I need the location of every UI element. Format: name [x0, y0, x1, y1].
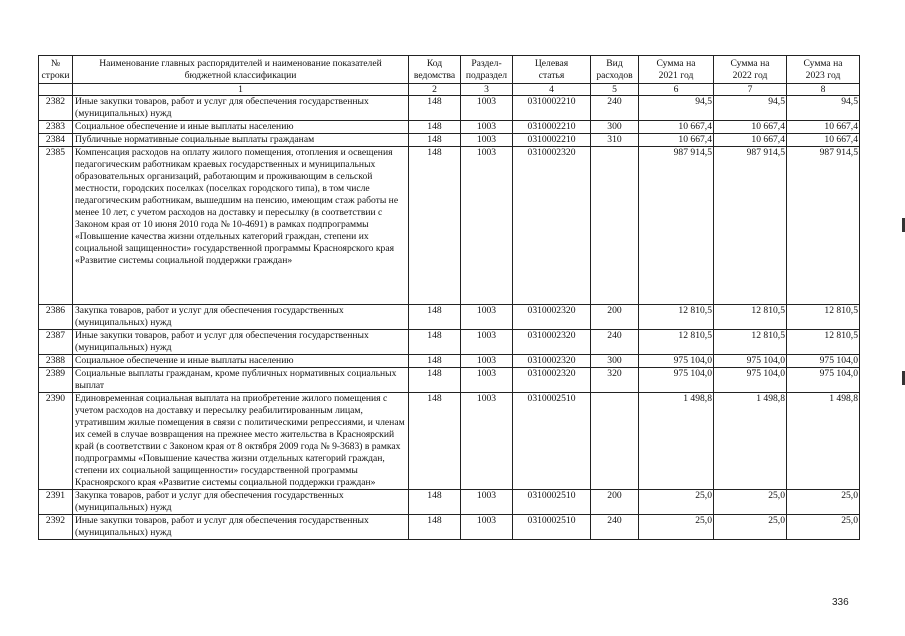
row-expense-type: 200 — [591, 305, 639, 330]
table-row — [39, 134, 860, 147]
row-number: 2382 — [39, 96, 73, 121]
table-row — [39, 515, 860, 540]
table-row — [39, 355, 860, 368]
row-name: Закупка товаров, работ и услуг для обеспечения государственных (муниципальных) нужд — [73, 305, 409, 330]
row-sum-2023: 94,5 — [787, 96, 860, 121]
row-sum-2021: 975 104,0 — [639, 355, 714, 368]
row-sum-2022: 12 810,5 — [714, 330, 787, 355]
row-department-code: 148 — [409, 330, 461, 355]
row-department-code: 148 — [409, 134, 461, 147]
row-sum-2023: 1 498,8 — [787, 393, 860, 490]
table-row — [39, 121, 860, 134]
row-sum-2023: 25,0 — [787, 490, 860, 515]
row-expense-type: 240 — [591, 515, 639, 540]
row-number: 2383 — [39, 121, 73, 134]
row-name: Социальное обеспечение и иные выплаты населению — [73, 121, 409, 134]
row-expense-type: 300 — [591, 355, 639, 368]
header-sum-2023: Сумма на 2023 год — [787, 56, 860, 84]
row-sum-2022: 975 104,0 — [714, 368, 787, 393]
row-expense-type: 320 — [591, 368, 639, 393]
page-number: 336 — [832, 597, 849, 608]
row-sum-2022: 987 914,5 — [714, 147, 787, 305]
row-sum-2021: 12 810,5 — [639, 330, 714, 355]
row-number: 2384 — [39, 134, 73, 147]
row-name: Иные закупки товаров, работ и услуг для обеспечения государственных (муниципальных) нужд — [73, 330, 409, 355]
row-number: 2388 — [39, 355, 73, 368]
row-sum-2021: 10 667,4 — [639, 121, 714, 134]
row-section: 1003 — [461, 393, 513, 490]
row-sum-2023: 25,0 — [787, 515, 860, 540]
row-sum-2022: 94,5 — [714, 96, 787, 121]
row-section: 1003 — [461, 515, 513, 540]
budget-table — [38, 55, 860, 540]
header-section: Раздел- подраздел — [461, 56, 513, 84]
header-name: Наименование главных распорядителей и наименование показателей бюджетной классификации — [73, 56, 409, 84]
row-department-code: 148 — [409, 515, 461, 540]
row-section: 1003 — [461, 330, 513, 355]
table-row — [39, 393, 860, 490]
row-expense-type — [591, 393, 639, 490]
row-sum-2022: 975 104,0 — [714, 355, 787, 368]
row-target-article: 0310002320 — [513, 368, 591, 393]
row-name: Иные закупки товаров, работ и услуг для обеспечения государственных (муниципальных) нужд — [73, 515, 409, 540]
header-num-7: 7 — [714, 84, 787, 96]
row-name: Социальное обеспечение и иные выплаты населению — [73, 355, 409, 368]
table-row — [39, 368, 860, 393]
row-number: 2390 — [39, 393, 73, 490]
row-number: 2386 — [39, 305, 73, 330]
row-department-code: 148 — [409, 490, 461, 515]
row-number: 2389 — [39, 368, 73, 393]
row-department-code: 148 — [409, 96, 461, 121]
row-expense-type: 200 — [591, 490, 639, 515]
row-expense-type: 240 — [591, 330, 639, 355]
row-sum-2021: 94,5 — [639, 96, 714, 121]
row-department-code: 148 — [409, 355, 461, 368]
row-sum-2023: 975 104,0 — [787, 368, 860, 393]
row-sum-2023: 10 667,4 — [787, 121, 860, 134]
row-section: 1003 — [461, 305, 513, 330]
header-num-1: 1 — [73, 84, 409, 96]
row-sum-2023: 10 667,4 — [787, 134, 860, 147]
row-sum-2022: 25,0 — [714, 515, 787, 540]
row-expense-type — [591, 147, 639, 305]
row-sum-2021: 975 104,0 — [639, 368, 714, 393]
header-num-blank — [39, 84, 73, 96]
row-target-article: 0310002320 — [513, 330, 591, 355]
row-target-article: 0310002210 — [513, 96, 591, 121]
row-sum-2021: 25,0 — [639, 490, 714, 515]
row-name: Публичные нормативные социальные выплаты гражданам — [73, 134, 409, 147]
row-expense-type: 300 — [591, 121, 639, 134]
row-section: 1003 — [461, 96, 513, 121]
row-department-code: 148 — [409, 121, 461, 134]
row-sum-2022: 10 667,4 — [714, 134, 787, 147]
header-num-4: 4 — [513, 84, 591, 96]
row-department-code: 148 — [409, 393, 461, 490]
row-target-article: 0310002320 — [513, 147, 591, 305]
header-num-6: 6 — [639, 84, 714, 96]
row-sum-2023: 987 914,5 — [787, 147, 860, 305]
row-target-article: 0310002510 — [513, 515, 591, 540]
row-number: 2391 — [39, 490, 73, 515]
header-num-8: 8 — [787, 84, 860, 96]
row-section: 1003 — [461, 368, 513, 393]
row-name: Социальные выплаты гражданам, кроме публичных нормативных социальных выплат — [73, 368, 409, 393]
row-sum-2023: 12 810,5 — [787, 305, 860, 330]
row-section: 1003 — [461, 147, 513, 305]
row-target-article: 0310002210 — [513, 121, 591, 134]
table-row — [39, 490, 860, 515]
row-section: 1003 — [461, 490, 513, 515]
row-name: Закупка товаров, работ и услуг для обеспечения государственных (муниципальных) нужд — [73, 490, 409, 515]
row-department-code: 148 — [409, 305, 461, 330]
row-sum-2021: 10 667,4 — [639, 134, 714, 147]
table-row — [39, 305, 860, 330]
row-number: 2385 — [39, 147, 73, 305]
row-sum-2022: 12 810,5 — [714, 305, 787, 330]
header-target-article: Целевая статья — [513, 56, 591, 84]
header-sum-2022: Сумма на 2022 год — [714, 56, 787, 84]
row-sum-2023: 975 104,0 — [787, 355, 860, 368]
row-sum-2021: 25,0 — [639, 515, 714, 540]
header-num-2: 2 — [409, 84, 461, 96]
row-name: Иные закупки товаров, работ и услуг для обеспечения государственных (муниципальных) нужд — [73, 96, 409, 121]
row-target-article: 0310002320 — [513, 355, 591, 368]
header-expense-type: Вид расходов — [591, 56, 639, 84]
row-sum-2022: 25,0 — [714, 490, 787, 515]
row-sum-2021: 1 498,8 — [639, 393, 714, 490]
row-target-article: 0310002210 — [513, 134, 591, 147]
row-section: 1003 — [461, 355, 513, 368]
table-header — [39, 56, 860, 96]
row-sum-2022: 10 667,4 — [714, 121, 787, 134]
row-department-code: 148 — [409, 147, 461, 305]
header-num-3: 3 — [461, 84, 513, 96]
row-target-article: 0310002320 — [513, 305, 591, 330]
row-number: 2392 — [39, 515, 73, 540]
table-row — [39, 96, 860, 121]
row-department-code: 148 — [409, 368, 461, 393]
row-name: Единовременная социальная выплата на приобретение жилого помещения с учетом расходов на доставку и пересылку реабилитированным лицам, утратившим жилые помещения в связи с политическими репрессиями, и членам их семей в случае возвращения на прежнее место жительства в Красноярский край (в соответствии с Законом края от 8 октября 2009 года № 9-3683) в рамках подпрограммы «Повышение качества жизни отдельных категорий граждан, степени их социальной защищенности» государственной программы Красноярского края «Развитие системы социальной поддержки граждан» — [73, 393, 409, 490]
header-num-5: 5 — [591, 84, 639, 96]
row-sum-2022: 1 498,8 — [714, 393, 787, 490]
row-number: 2387 — [39, 330, 73, 355]
table-row — [39, 147, 860, 305]
row-name: Компенсация расходов на оплату жилого помещения, отопления и освещения педагогическим работникам краевых государственных и муниципальных образовательных организаций, работающим и проживающим в сельской местности, городских поселках (поселках городского типа), в том числе педагогическим работникам, вышедшим на пенсию, имеющим стаж работы не менее 10 лет, с учетом расходов на доставку и пересылку (в соответствии с Законом края от 10 июня 2010 года № 10-4691) в рамках подпрограммы «Повышение качества жизни отдельных категорий граждан, степени их социальной защищенности» государственной программы Красноярского края «Развитие системы социальной поддержки граждан» — [73, 147, 409, 305]
table-row — [39, 330, 860, 355]
row-sum-2021: 12 810,5 — [639, 305, 714, 330]
header-sum-2021: Сумма на 2021 год — [639, 56, 714, 84]
row-section: 1003 — [461, 134, 513, 147]
row-target-article: 0310002510 — [513, 393, 591, 490]
row-target-article: 0310002510 — [513, 490, 591, 515]
row-sum-2021: 987 914,5 — [639, 147, 714, 305]
header-department-code: Код ведомства — [409, 56, 461, 84]
header-row-number: № строки — [39, 56, 73, 84]
row-expense-type: 240 — [591, 96, 639, 121]
budget-table-sheet — [38, 55, 859, 540]
row-section: 1003 — [461, 121, 513, 134]
row-expense-type: 310 — [591, 134, 639, 147]
row-sum-2023: 12 810,5 — [787, 330, 860, 355]
table-body — [39, 96, 860, 540]
